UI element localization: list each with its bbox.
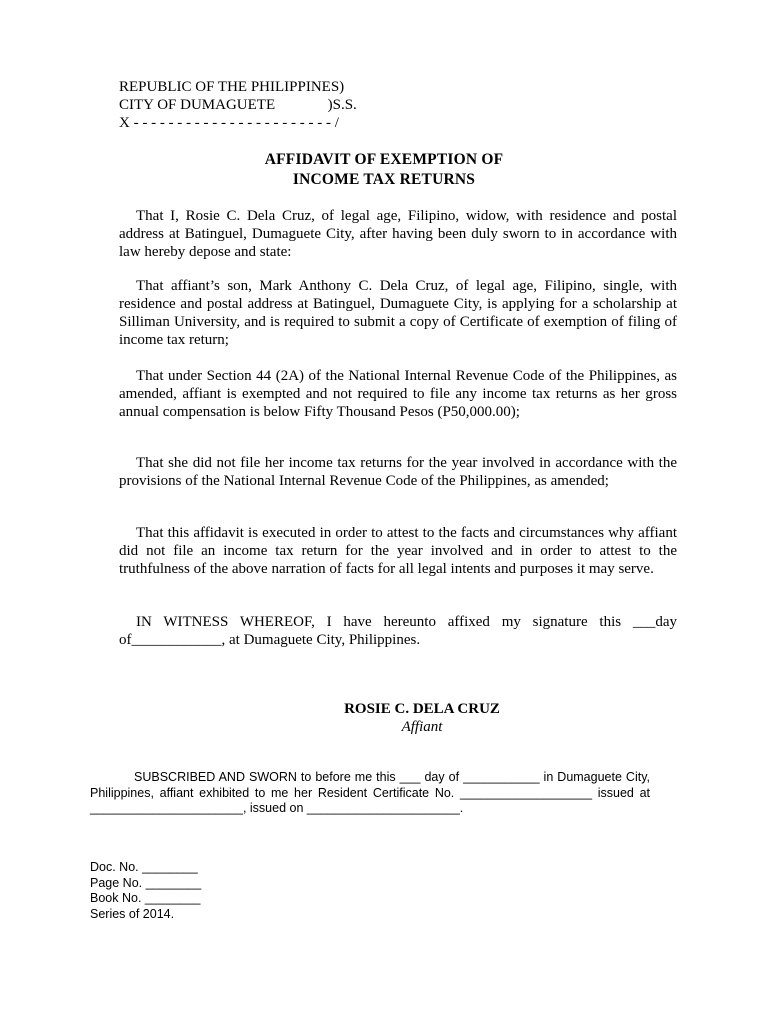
notarial-register xyxy=(90,860,201,922)
page-number: Page No. ________ xyxy=(90,875,202,890)
paragraph-son-scholarship xyxy=(119,277,677,349)
title-line-1: AFFIDAVIT OF EXEMPTION OF xyxy=(264,151,504,168)
paragraph-text: That I, Rosie C. Dela Cruz, of legal age, Filipino, widow, with residence and postal address at Batinguel, Dumaguete City, after having been duly sworn to in accordance with law hereby depose and state: xyxy=(119,208,677,260)
document-title xyxy=(0,150,768,190)
venue-republic: REPUBLIC OF THE PHILIPPINES) xyxy=(119,79,345,95)
affiant-role: Affiant xyxy=(401,719,443,735)
paragraph-text: That affiant’s son, Mark Anthony C. Dela Cruz, of legal age, Filipino, single, with residence and postal address at Batinguel, Dumaguete City, is applying for a scholarship at Silliman University, and is required to submit a copy of Certificate of exemption of filing of income tax return; xyxy=(119,278,677,348)
paragraph-purpose xyxy=(119,524,677,578)
paragraph-legal-basis xyxy=(119,367,677,421)
jurat-block xyxy=(90,770,650,817)
affiant-name: ROSIE C. DELA CRUZ xyxy=(344,701,500,717)
paragraph-text: That this affidavit is executed in order to attest to the facts and circumstances why affiant did not file an income tax return for the year involved and in order to attest to the truthfulness of the above narration of facts for all legal intents and purposes it may serve. xyxy=(119,525,677,577)
paragraph-text: IN WITNESS WHEREOF, I have hereunto affixed my signature this ___day of____________, at Dumaguete City, Philippines. xyxy=(119,614,677,648)
paragraph-text: That under Section 44 (2A) of the National Internal Revenue Code of the Philippines, as amended, affiant is exempted and not required to file any income tax returns as her gross annual compensation is below Fifty Thousand Pesos (P50,000.00); xyxy=(119,368,677,420)
book-number: Book No. ________ xyxy=(90,891,201,905)
paragraph-affiant-intro xyxy=(119,207,677,261)
paragraph-text: That she did not file her income tax returns for the year involved in accordance with the provisions of the National Internal Revenue Code of the Philippines, as amended; xyxy=(119,455,677,489)
paragraph-witness-whereof xyxy=(119,613,677,649)
jurat-text: SUBSCRIBED AND SWORN to before me this ___ day of ___________ in Dumaguete City, Philippines, affiant exhibited to me her Resident Certificate No. ___________________ issued at ______________________, issued on ______________________. xyxy=(90,770,650,815)
doc-number: Doc. No. ________ xyxy=(90,860,198,874)
venue-caption xyxy=(119,78,357,132)
venue-city: CITY OF DUMAGUETE )S.S. xyxy=(119,97,357,113)
series-year: Series of 2014. xyxy=(90,906,175,921)
venue-separator: X - - - - - - - - - - - - - - - - - - - - - - - / xyxy=(119,115,339,131)
paragraph-non-filing xyxy=(119,454,677,490)
title-line-2: INCOME TAX RETURNS xyxy=(292,171,476,188)
